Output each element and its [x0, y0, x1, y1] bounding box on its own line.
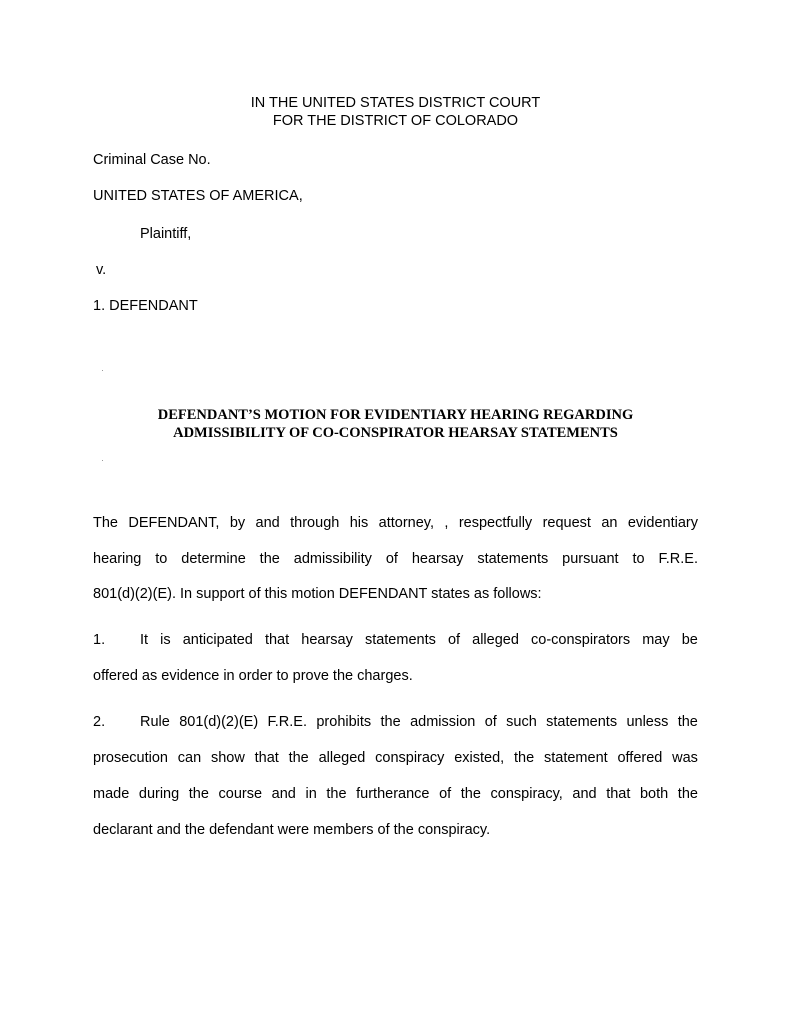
court-name-line1: IN THE UNITED STATES DISTRICT COURT: [250, 95, 541, 111]
word: of: [385, 551, 398, 567]
word: anticipated: [182, 632, 253, 648]
defendant-party: 1. DEFENDANT: [93, 298, 198, 314]
word: the: [259, 551, 280, 567]
paragraph-1-number: 1.: [93, 632, 106, 648]
word: the: [460, 786, 481, 802]
word: and: [255, 515, 280, 531]
word: is: [160, 632, 171, 648]
word: furtherance: [356, 786, 430, 802]
intro-line-1: [93, 513, 698, 533]
word: hearsay: [411, 551, 464, 567]
word: of: [439, 786, 452, 802]
word: attorney,: [378, 515, 435, 531]
word: of: [447, 632, 461, 648]
word: be: [681, 632, 698, 648]
paragraph-2-line-3: [93, 784, 698, 804]
word: during: [138, 786, 180, 802]
paragraph-2-line-2: [93, 748, 698, 768]
word: course: [218, 786, 263, 802]
word: co-conspirators: [531, 632, 631, 648]
word: alleged: [472, 632, 519, 648]
word: the: [677, 786, 698, 802]
word: through: [290, 515, 340, 531]
word: both: [639, 786, 669, 802]
word: the: [380, 714, 401, 730]
word: his: [349, 515, 369, 531]
intro-line-3: 801(d)(2)(E). In support of this motion DEFENDANT states as follows:: [93, 586, 542, 602]
word: the: [514, 750, 535, 766]
motion-title-line1: DEFENDANT’S MOTION FOR EVIDENTIARY HEARING REGARDING: [157, 407, 634, 423]
word: statements: [477, 551, 549, 567]
word: to: [155, 551, 168, 567]
word: and: [271, 786, 296, 802]
word: admission: [410, 714, 476, 730]
versus: v.: [96, 262, 107, 278]
word: the: [326, 786, 347, 802]
word: F.R.E.: [658, 551, 698, 567]
word: to: [632, 551, 645, 567]
word: hearing: [93, 551, 142, 567]
word: offered: [617, 750, 663, 766]
case-number-label: Criminal Case No.: [93, 152, 211, 168]
word: of: [484, 714, 497, 730]
word: statements: [546, 714, 618, 730]
word: 801(d)(2)(E): [179, 714, 259, 730]
word: existed,: [454, 750, 505, 766]
word: DEFENDANT,: [128, 515, 220, 531]
court-name-line2: FOR THE DISTRICT OF COLORADO: [272, 113, 519, 129]
word: The: [93, 515, 118, 531]
word: pursuant: [562, 551, 619, 567]
paragraph-2-line-1: [140, 712, 698, 732]
word: determine: [181, 551, 246, 567]
word: may: [642, 632, 670, 648]
paragraph-1-line-1: [140, 630, 698, 650]
word: made: [93, 786, 130, 802]
word: can: [177, 750, 202, 766]
word: unless: [626, 714, 669, 730]
word: statement: [543, 750, 608, 766]
word: respectfully: [458, 515, 533, 531]
word: that: [254, 750, 279, 766]
word: hearsay: [301, 632, 353, 648]
word: an: [601, 515, 618, 531]
word: that: [606, 786, 631, 802]
word: such: [506, 714, 537, 730]
spacer-mark: [102, 370, 103, 371]
word: It: [140, 632, 149, 648]
plaintiff-role: Plaintiff,: [140, 226, 192, 242]
word: the: [288, 750, 309, 766]
word: F.R.E.: [267, 714, 307, 730]
word: prosecution: [93, 750, 168, 766]
word: show: [210, 750, 245, 766]
word: request: [542, 515, 591, 531]
word: alleged: [318, 750, 366, 766]
spacer-mark: [102, 460, 103, 461]
paragraph-2-number: 2.: [93, 714, 106, 730]
word: conspiracy,: [490, 786, 563, 802]
paragraph-1-line-2: offered as evidence in order to prove the charges.: [93, 668, 413, 684]
word: the: [677, 714, 698, 730]
plaintiff-party: UNITED STATES OF AMERICA,: [93, 188, 303, 204]
word: Rule: [140, 714, 170, 730]
word: admissibility: [293, 551, 372, 567]
paragraph-2-line-4: declarant and the defendant were members of the conspiracy.: [93, 822, 491, 838]
word: evidentiary: [627, 515, 698, 531]
intro-line-2: [93, 549, 698, 569]
word: by: [229, 515, 246, 531]
word: statements: [364, 632, 436, 648]
word: prohibits: [316, 714, 372, 730]
word: conspiracy: [375, 750, 445, 766]
word: the: [188, 786, 209, 802]
word: that: [264, 632, 290, 648]
motion-title-line2: ADMISSIBILITY OF CO-CONSPIRATOR HEARSAY STATEMENTS: [173, 425, 618, 441]
word: in: [305, 786, 317, 802]
word: and: [572, 786, 597, 802]
word: was: [672, 750, 698, 766]
word: ,: [444, 515, 449, 531]
